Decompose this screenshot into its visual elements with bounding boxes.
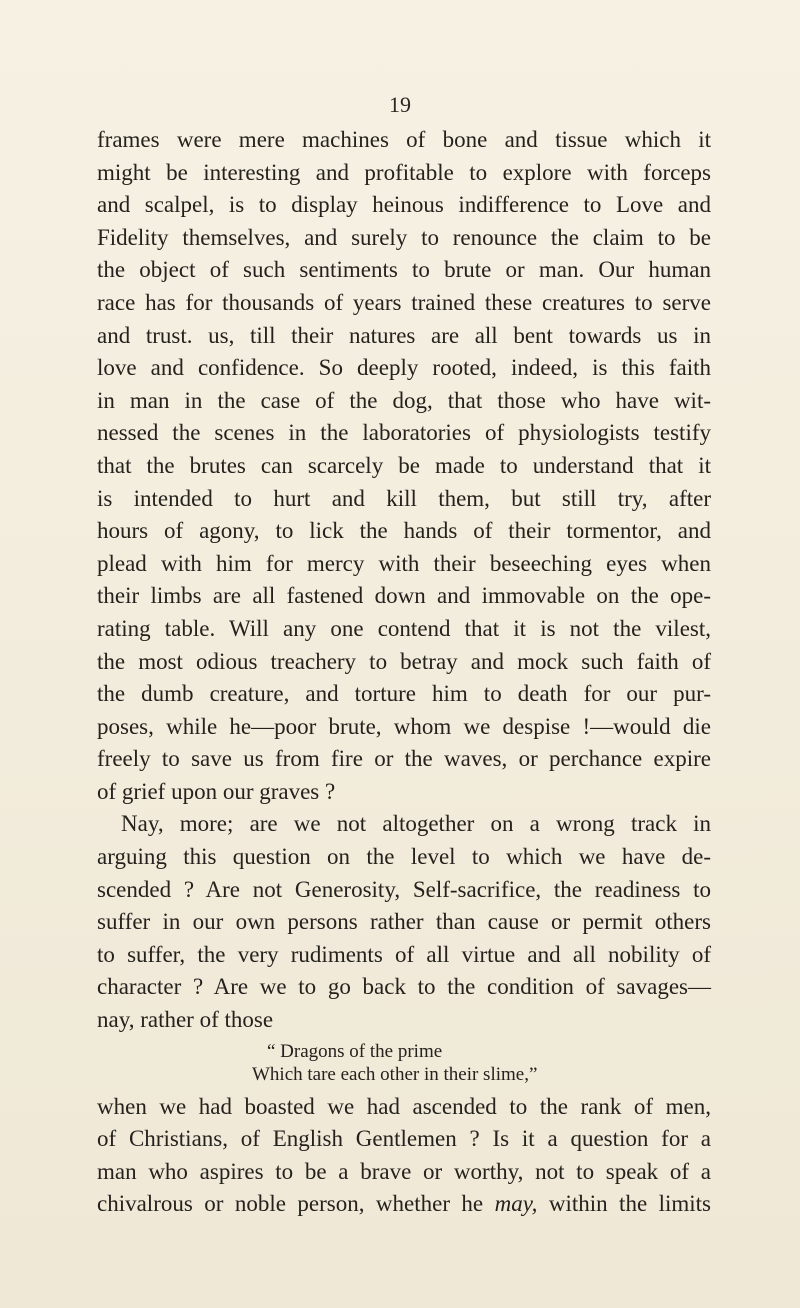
text-line: hours of agony, to lick the hands of their tormentor, and — [97, 518, 711, 544]
quote-line: Which tare each other in their slime,” — [252, 1063, 538, 1085]
text-line: that the brutes can scarcely be made to understand that it — [97, 452, 711, 478]
text-line: and scalpel, is to display heinous indifference to Love and — [97, 192, 711, 218]
paragraph-1 — [97, 124, 711, 808]
text-line: frames were mere machines of bone and tissue which it — [97, 127, 711, 152]
text-line: the most odious treachery to betray and mock such faith of — [97, 648, 711, 674]
text-line: scended ? Are not Generosity, Self-sacrifice, the readiness to — [97, 876, 711, 902]
text-line-final — [97, 1188, 711, 1221]
page-number: 19 — [389, 92, 411, 117]
text-line: in man in the case of the dog, that those who have wit- — [97, 387, 711, 413]
text-line: the dumb creature, and torture him to death for our pur- — [97, 681, 711, 707]
text-line: Nay, more; are we not altogether on a wrong track in — [121, 811, 711, 837]
block-quote — [97, 1040, 711, 1086]
text-line: poses, while he—poor brute, whom we despise !—would die — [97, 713, 711, 739]
text-fragment: chivalrous or noble person, whether he — [97, 1191, 495, 1217]
text-line: might be interesting and profitable to explore with forceps — [97, 159, 711, 185]
quote-line: “ Dragons of the prime — [267, 1040, 443, 1062]
text-line: nay, rather of those — [97, 1007, 274, 1033]
text-line: Fidelity themselves, and surely to renounce the claim to be — [97, 224, 711, 250]
text-line: race has for thousands of years trained these creatures to serve — [97, 289, 711, 315]
body-text — [97, 124, 711, 1221]
text-line: love and confidence. So deeply rooted, indeed, is this faith — [97, 355, 711, 381]
text-line: is intended to hurt and kill them, but still try, after — [97, 485, 711, 511]
text-line: suffer in our own persons rather than cause or permit others — [97, 909, 711, 935]
text-line: of grief upon our graves ? — [97, 778, 336, 804]
text-line: freely to save us from fire or the waves, or perchance expire — [97, 746, 711, 772]
text-fragment: within the limits — [537, 1191, 711, 1217]
paragraph-3 — [97, 1091, 711, 1221]
text-line: their limbs are all fastened down and immovable on the ope- — [97, 583, 711, 609]
text-line: arguing this question on the level to which we have de- — [97, 844, 711, 870]
text-line: and trust. us, till their natures are all bent towards us in — [97, 322, 711, 348]
italic-word: may, — [494, 1191, 538, 1217]
text-line: the object of such sentiments to brute or man. Our human — [97, 257, 711, 283]
text-line: of Christians, of English Gentlemen ? Is it a question for a — [97, 1126, 711, 1152]
text-line: plead with him for mercy with their beseeching eyes when — [97, 550, 711, 576]
text-line: when we had boasted we had ascended to the rank of men, — [97, 1093, 711, 1119]
text-line: rating table. Will any one contend that it is not the vilest, — [97, 615, 711, 641]
text-line: character ? Are we to go back to the condition of savages— — [97, 974, 711, 1000]
text-line: to suffer, the very rudiments of all virtue and all nobility of — [97, 941, 711, 967]
paragraph-2 — [97, 808, 711, 1036]
text-line: man who aspires to be a brave or worthy, not to speak of a — [97, 1158, 711, 1184]
text-line: nessed the scenes in the laboratories of physiologists testify — [97, 420, 711, 446]
